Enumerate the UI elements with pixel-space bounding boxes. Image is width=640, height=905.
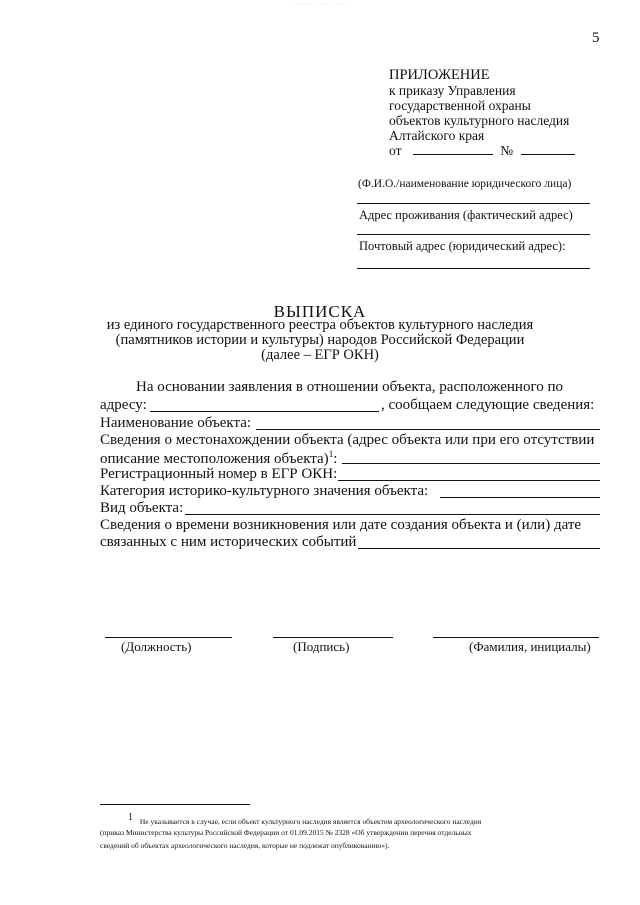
footnote-ref: 1 [328, 449, 334, 459]
object-type-field[interactable] [185, 514, 600, 515]
time-field[interactable] [358, 548, 600, 549]
recipient-name-label: (Ф.И.О./наименование юридического лица) [358, 178, 572, 190]
signature-label: (Подпись) [293, 639, 350, 654]
position-field[interactable] [105, 637, 232, 638]
location-field[interactable] [342, 463, 600, 464]
scan-artifact: · ···· ····· ··· [288, 2, 351, 8]
name-field[interactable] [433, 637, 599, 638]
appendix-block [389, 68, 575, 158]
subtitle-line: (памятников истории и культуры) народов Российской Федерации [115, 332, 525, 348]
appendix-line: Алтайского края [389, 128, 485, 143]
postal-field[interactable] [357, 268, 590, 269]
category-label: Категория историко-культурного значения объекта: [100, 483, 429, 499]
appendix-date-line [389, 143, 575, 158]
appendix-line: к приказу Управления [389, 83, 516, 98]
postal-label: Почтовый адрес (юридический адрес): [359, 239, 566, 253]
residence-label: Адрес проживания (фактический адрес) [359, 208, 573, 222]
location-text: описание местоположения объекта) [100, 451, 329, 467]
date-field[interactable] [413, 143, 493, 155]
name-label: (Фамилия, инициалы) [469, 639, 591, 654]
document-title: ВЫПИСКА [273, 302, 367, 321]
reg-number-field[interactable] [338, 480, 600, 481]
recipient-name-field[interactable] [357, 203, 590, 204]
category-field[interactable] [440, 497, 600, 498]
location-colon: : [333, 451, 338, 467]
time-line: связанных с ним исторических событий [100, 534, 357, 550]
signature-field[interactable] [273, 637, 393, 638]
object-type-label: Вид объекта: [100, 500, 184, 516]
object-name-field[interactable] [256, 429, 600, 430]
reg-number-label: Регистрационный номер в ЕГР ОКН: [100, 466, 338, 482]
footnote-line: сведений об объектах археологического наследия, которые не подлежат опубликованию»). [100, 841, 390, 850]
location-line: Сведения о местонахождении объекта (адрес объекта или при его отсутствии [100, 432, 595, 448]
time-line: Сведения о времени возникновения или дате создания объекта и (или) дате [100, 517, 582, 533]
footnote-mark: 1 [128, 812, 133, 823]
address-field[interactable] [150, 411, 379, 412]
intro-end: , сообщаем следующие сведения: [381, 397, 595, 413]
number-field[interactable] [521, 143, 575, 155]
subtitle-line: (далее – ЕГР ОКН) [261, 347, 379, 363]
footnote-text: Не указывается в случае, если объект культурного наследия является объектом археологического наследия [139, 816, 482, 826]
footnote-line: (приказ Министерства культуры Российской Федерации от 01.09.2015 № 2328 «Об утверждении перечня отдельных [100, 828, 472, 837]
address-label: адресу: [100, 397, 147, 413]
date-prefix: от [389, 143, 402, 158]
position-label: (Должность) [121, 639, 192, 654]
object-name-label: Наименование объекта: [100, 415, 252, 431]
appendix-line: государственной охраны [389, 98, 531, 113]
number-sign: № [500, 143, 514, 158]
appendix-title: ПРИЛОЖЕНИЕ [389, 67, 490, 83]
footnote-separator [100, 804, 250, 805]
footnote-line [128, 812, 481, 828]
residence-field[interactable] [357, 234, 590, 235]
page-number: 5 [592, 30, 600, 46]
appendix-line: объектов культурного наследия [389, 113, 570, 128]
subtitle-line: из единого государственного реестра объектов культурного наследия [106, 317, 534, 333]
intro-line: На основании заявления в отношении объекта, расположенного по [136, 379, 563, 395]
